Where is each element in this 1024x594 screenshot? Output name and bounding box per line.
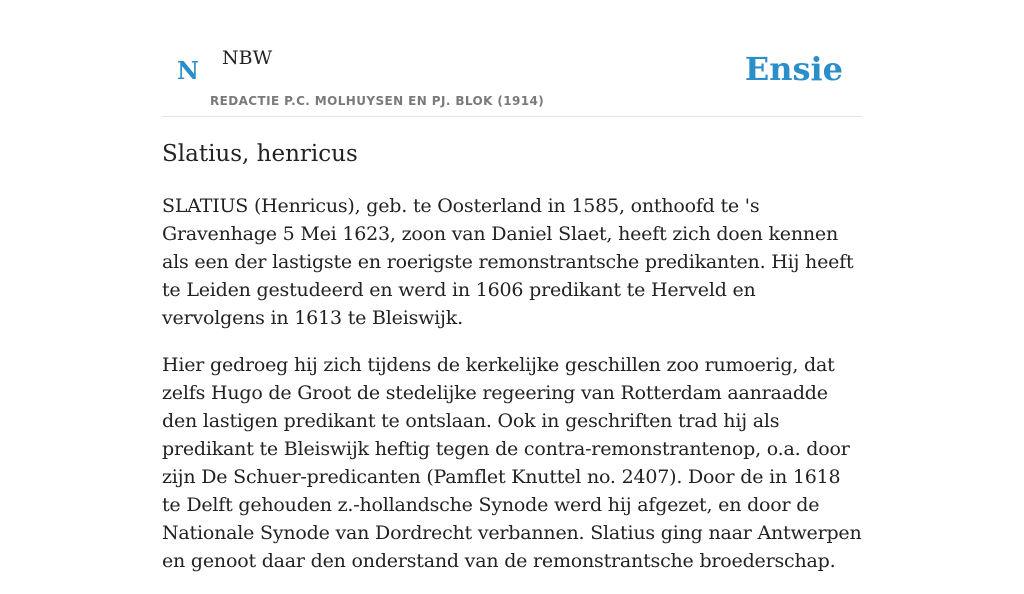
entry-content <box>162 138 862 594</box>
brand-logo-link[interactable]: Ensie <box>744 50 843 88</box>
source-subtitle: REDACTIE P.C. MOLHUYSEN EN PJ. BLOK (1914) <box>210 94 545 108</box>
source-logo: N <box>177 56 199 85</box>
source-title[interactable]: NBW <box>222 47 273 69</box>
entry-paragraph: SLATIUS (Henricus), geb. te Oosterland in 1585, onthoofd te 's Gravenhage 5 Mei 1623, zoon van Daniel Slaet, heeft zich doen kennen als een der lastigste en roerigste remonstrantsche predikanten. Hij heeft te Leiden gestudeerd en werd in 1606 predikant te Herveld en vervolgens in 1613 te Bleiswijk. <box>162 195 854 329</box>
entry-title: Slatius, henricus <box>162 141 358 167</box>
entry-paragraph: Hier gedroeg hij zich tijdens de kerkelijke geschillen zoo rumoerig, dat zelfs Hugo de Groot de stedelijke regeering van Rotterdam aanraadde den lastigen predikant te ontslaan. Ook in geschriften trad hij als predikant te Bleiswijk heftig tegen de contra-remonstrantenop, o.a. door zijn De Schuer-predicanten (Pamflet Knuttel no. 2407). Door de in 1618 te Delft gehouden z.-hollandsche Synode werd hij afgezet, en door de Nationale Synode van Dordrecht verbannen. Slatius ging naar Antwerpen en genoot daar den onderstand van de remonstrantsche broederschap. <box>162 354 862 572</box>
source-header <box>162 0 862 117</box>
